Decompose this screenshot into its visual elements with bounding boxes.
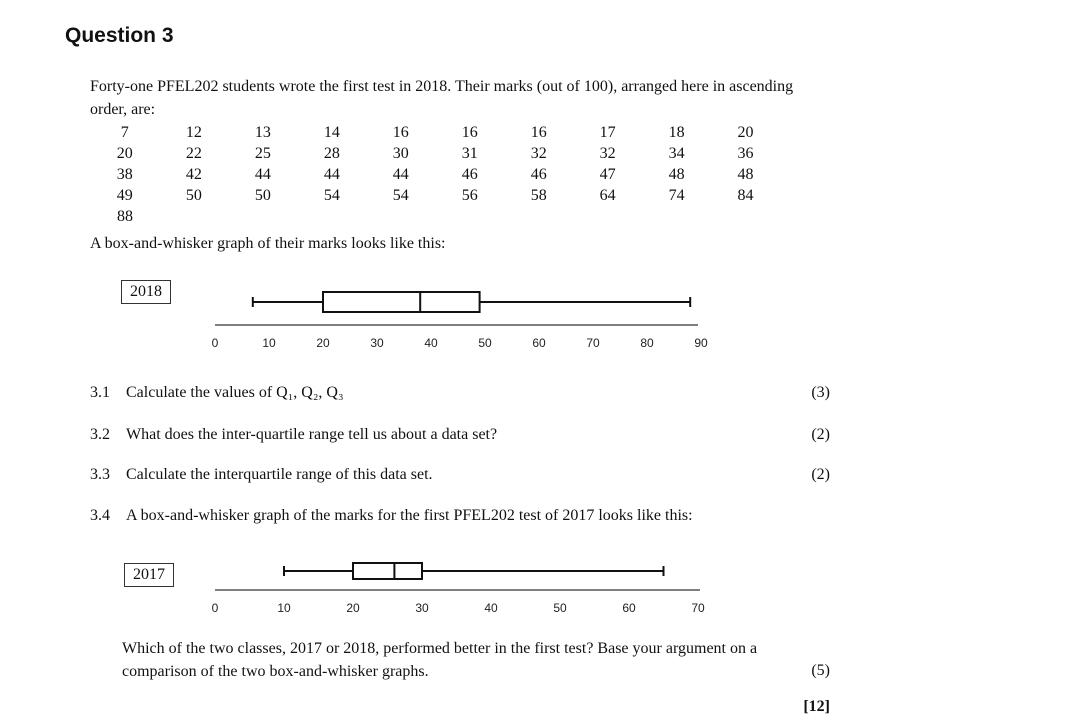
tick-label: 30 bbox=[370, 336, 384, 350]
question-3-4 bbox=[90, 507, 693, 525]
mark-cell: 28 bbox=[323, 145, 340, 162]
marks-row bbox=[90, 206, 780, 227]
mark-cell: 46 bbox=[461, 166, 478, 183]
mark-cell: 44 bbox=[254, 166, 271, 183]
mark-cell: 48 bbox=[668, 166, 685, 183]
mark-cell: 44 bbox=[392, 166, 409, 183]
final-question: Which of the two classes, 2017 or 2018, performed better in the first test? Base your argument on a comparison of the two box-and-whisker graphs. bbox=[122, 640, 758, 680]
mark-cell: 64 bbox=[599, 187, 616, 204]
tick-label: 80 bbox=[640, 336, 654, 350]
mark-cell: 54 bbox=[323, 187, 340, 204]
tick-label: 30 bbox=[415, 601, 429, 615]
marks-row bbox=[90, 185, 780, 206]
question-heading: Question 3 bbox=[65, 24, 174, 47]
mark-cell: 7 bbox=[120, 124, 129, 141]
question-text: Calculate the values of Q₁, Q₂, Q₃ bbox=[126, 384, 344, 401]
tick-label: 10 bbox=[262, 336, 276, 350]
mark-cell: 50 bbox=[254, 187, 271, 204]
tick-label: 60 bbox=[532, 336, 546, 350]
tick-label: 50 bbox=[553, 601, 567, 615]
mark-cell: 32 bbox=[599, 145, 616, 162]
mark-cell: 50 bbox=[185, 187, 202, 204]
mark-cell: 16 bbox=[392, 124, 409, 141]
mark-cell: 17 bbox=[599, 124, 616, 141]
tick-label: 20 bbox=[346, 601, 360, 615]
tick-label: 0 bbox=[211, 601, 219, 615]
plot-caption: A box-and-whisker graph of their marks looks like this: bbox=[90, 235, 446, 252]
question-text: Calculate the interquartile range of this data set. bbox=[126, 466, 433, 483]
mark-cell: 16 bbox=[461, 124, 478, 141]
iqr-box bbox=[323, 292, 480, 312]
mark-cell: 88 bbox=[117, 208, 133, 225]
question-text: What does the inter-quartile range tell us about a data set? bbox=[126, 426, 498, 443]
mark-cell: 14 bbox=[323, 124, 340, 141]
tick-label: 0 bbox=[211, 336, 219, 350]
mark-cell: 74 bbox=[668, 187, 685, 204]
tick-label: 70 bbox=[586, 336, 600, 350]
mark-cell: 30 bbox=[392, 145, 409, 162]
mark-cell: 34 bbox=[668, 145, 685, 162]
tick-label: 40 bbox=[424, 336, 438, 350]
tick-label: 60 bbox=[622, 601, 636, 615]
mark-cell: 36 bbox=[737, 145, 754, 162]
marks-row bbox=[90, 143, 780, 164]
mark-cell: 54 bbox=[392, 187, 409, 204]
mark-cell: 42 bbox=[185, 166, 202, 183]
question-number: 3.3 bbox=[90, 466, 110, 483]
mark-cell: 56 bbox=[461, 187, 478, 204]
question-number: 3.1 bbox=[90, 384, 110, 401]
question-3-1 bbox=[90, 384, 344, 402]
mark-cell: 20 bbox=[116, 145, 133, 162]
iqr-box bbox=[353, 563, 422, 579]
mark-cell: 22 bbox=[185, 145, 202, 162]
tick-label: 50 bbox=[478, 336, 492, 350]
mark-cell: 12 bbox=[185, 124, 202, 141]
mark-cell: 20 bbox=[737, 124, 754, 141]
plot-label-2017: 2017 bbox=[124, 563, 174, 587]
intro-paragraph: Forty-one PFEL202 students wrote the first test in 2018. Their marks (out of 100), arranged here in ascending order, are: bbox=[90, 78, 794, 118]
question-3-3-marks: (2) bbox=[811, 466, 830, 483]
mark-cell: 38 bbox=[116, 166, 133, 183]
tick-label: 40 bbox=[484, 601, 498, 615]
mark-cell: 32 bbox=[530, 145, 547, 162]
question-3-2 bbox=[90, 426, 497, 444]
final-question-marks: (5) bbox=[811, 662, 830, 679]
marks-table bbox=[90, 122, 780, 227]
mark-cell: 46 bbox=[530, 166, 547, 183]
question-number: 3.2 bbox=[90, 426, 110, 443]
tick-label: 20 bbox=[316, 336, 330, 350]
boxplot-2018 bbox=[0, 280, 1080, 360]
mark-cell: 84 bbox=[737, 187, 754, 204]
mark-cell: 58 bbox=[530, 187, 547, 204]
question-3-3 bbox=[90, 466, 433, 484]
mark-cell: 49 bbox=[116, 187, 133, 204]
marks-row bbox=[90, 122, 780, 143]
tick-label: 10 bbox=[277, 601, 291, 615]
mark-cell: 13 bbox=[254, 124, 271, 141]
marks-row bbox=[90, 164, 780, 185]
question-3-2-marks: (2) bbox=[811, 426, 830, 443]
boxplot-2017 bbox=[0, 555, 1080, 625]
question-number: 3.4 bbox=[90, 507, 110, 524]
mark-cell: 18 bbox=[668, 124, 685, 141]
mark-cell: 25 bbox=[254, 145, 271, 162]
mark-cell: 48 bbox=[737, 166, 754, 183]
tick-label: 70 bbox=[691, 601, 705, 615]
mark-cell: 16 bbox=[530, 124, 547, 141]
tick-label: 90 bbox=[694, 336, 708, 350]
question-3-1-marks: (3) bbox=[811, 384, 830, 401]
mark-cell: 31 bbox=[461, 145, 478, 162]
total-marks: [12] bbox=[803, 698, 830, 715]
mark-cell: 47 bbox=[599, 166, 616, 183]
plot-label-2018: 2018 bbox=[121, 280, 171, 304]
question-text: A box-and-whisker graph of the marks for the first PFEL202 test of 2017 looks like this: bbox=[126, 507, 693, 524]
mark-cell: 44 bbox=[323, 166, 340, 183]
